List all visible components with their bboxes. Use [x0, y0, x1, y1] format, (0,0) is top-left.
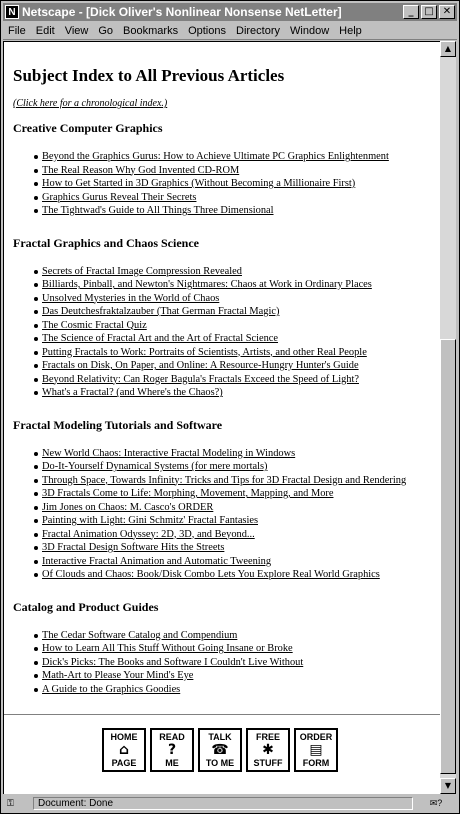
close-button[interactable]: ✕: [439, 5, 455, 19]
stuff-label: STUFF: [253, 758, 283, 768]
phone-icon: ☎: [211, 742, 229, 758]
order-label: ORDER: [299, 732, 333, 742]
question-icon: ?: [167, 742, 177, 758]
section-heading: Fractal Modeling Tutorials and Software: [13, 417, 223, 432]
article-link[interactable]: 3D Fractal Design Software Hits the Streets: [42, 541, 440, 555]
menu-help[interactable]: Help: [339, 24, 362, 37]
nav-button-row: [102, 728, 440, 772]
menu-bookmarks[interactable]: Bookmarks: [123, 24, 179, 37]
menu-bar: [3, 22, 457, 40]
divider: [4, 714, 440, 716]
article-link[interactable]: New World Chaos: Interactive Fractal Modeling in Windows: [42, 447, 440, 461]
article-link[interactable]: Das Deutchesfraktalzauber (That German Fractal Magic): [42, 305, 440, 319]
article-link[interactable]: Billiards, Pinball, and Newton's Nightmares: Chaos at Work in Ordinary Places: [42, 278, 440, 292]
order-form-button[interactable]: [294, 728, 338, 772]
free-label: FREE: [255, 732, 280, 742]
netscape-icon[interactable]: N: [5, 5, 19, 19]
window-title: Netscape - [Dick Oliver's Nonlinear Nonsense NetLetter]: [22, 5, 342, 19]
article-link[interactable]: Through Space, Towards Infinity: Tricks and Tips for 3D Fractal Design and Rendering: [42, 474, 410, 488]
menu-view[interactable]: View: [64, 24, 89, 37]
article-link[interactable]: Do-It-Yourself Dynamical Systems (for mere mortals): [42, 460, 440, 474]
minimize-button[interactable]: _: [403, 5, 419, 19]
status-bar: [3, 796, 457, 812]
read-me-button[interactable]: [150, 728, 194, 772]
gift-icon: ✱: [262, 742, 274, 758]
article-list: [13, 150, 440, 218]
article-link[interactable]: Beyond the Graphics Gurus: How to Achieve Ultimate PC Graphics Enlightenment: [42, 150, 440, 164]
me-label: ME: [165, 758, 179, 768]
form-label: FORM: [302, 758, 330, 768]
menu-file[interactable]: File: [8, 24, 26, 37]
section-heading: Catalog and Product Guides: [13, 599, 159, 614]
vertical-scrollbar[interactable]: [440, 41, 456, 794]
page-label: PAGE: [111, 758, 137, 768]
article-list: [13, 629, 440, 697]
article-link[interactable]: The Real Reason Why God Invented CD-ROM: [42, 164, 440, 178]
scrollbar-thumb[interactable]: [440, 339, 456, 774]
article-link[interactable]: How to Learn All This Stuff Without Going Insane or Broke: [42, 642, 440, 656]
article-link[interactable]: A Guide to the Graphics Goodies: [42, 683, 440, 697]
article-link[interactable]: Fractal Animation Odyssey: 2D, 3D, and Beyond...: [42, 528, 440, 542]
section-heading: Creative Computer Graphics: [13, 121, 163, 135]
article-link[interactable]: Jim Jones on Chaos: M. Casco's ORDER: [42, 501, 440, 515]
section-heading: Fractal Graphics and Chaos Science: [13, 235, 199, 250]
menu-directory[interactable]: Directory: [236, 24, 281, 37]
article-link[interactable]: Putting Fractals to Work: Portraits of Scientists, Artists, and other Real People: [42, 346, 440, 360]
scroll-down-arrow-icon[interactable]: ▼: [440, 778, 456, 794]
article-link[interactable]: How to Get Started in 3D Graphics (Without Becoming a Millionaire First): [42, 177, 440, 191]
article-list: [13, 265, 440, 400]
article-link[interactable]: Interactive Fractal Animation and Automatic Tweening: [42, 555, 440, 569]
mail-icon[interactable]: ✉?: [429, 798, 443, 808]
talk-label: TALK: [208, 732, 232, 742]
status-text: Document: Done: [33, 797, 413, 810]
menu-options[interactable]: Options: [188, 24, 226, 37]
menu-window[interactable]: Window: [290, 24, 330, 37]
scroll-up-arrow-icon[interactable]: ▲: [440, 41, 456, 57]
article-link[interactable]: The Cosmic Fractal Quiz: [42, 319, 440, 333]
home-page-button[interactable]: [102, 728, 146, 772]
article-link[interactable]: Of Clouds and Chaos: Book/Disk Combo Lets You Explore Real World Graphics: [42, 568, 440, 582]
page-content: [3, 41, 440, 794]
article-list: [13, 447, 440, 582]
maximize-button[interactable]: □: [421, 5, 437, 19]
article-link[interactable]: Beyond Relativity: Can Roger Bagula's Fractals Exceed the Speed of Light?: [42, 373, 440, 387]
chronological-index-link[interactable]: (Click here for a chronological index.): [13, 98, 168, 109]
article-link[interactable]: Secrets of Fractal Image Compression Revealed: [42, 265, 440, 279]
article-link[interactable]: 3D Fractals Come to Life: Morphing, Movement, Mapping, and More: [42, 487, 440, 501]
article-link[interactable]: Painting with Light: Gini Schmitz' Fractal Fantasies: [42, 514, 440, 528]
talk-to-me-button[interactable]: [198, 728, 242, 772]
article-link[interactable]: The Tightwad's Guide to All Things Three Dimensional: [42, 204, 440, 218]
article-link[interactable]: What's a Fractal? (and Where's the Chaos?): [42, 386, 440, 400]
article-link[interactable]: Math-Art to Please Your Mind's Eye: [42, 669, 440, 683]
form-icon: ▤: [309, 742, 323, 758]
menu-go[interactable]: Go: [98, 24, 114, 37]
article-link[interactable]: The Cedar Software Catalog and Compendium: [42, 629, 440, 643]
free-stuff-button[interactable]: [246, 728, 290, 772]
article-link[interactable]: The Science of Fractal Art and the Art of Fractal Science: [42, 332, 440, 346]
home-label: HOME: [110, 732, 138, 742]
security-key-icon: ⚿: [7, 798, 14, 808]
to-me-label: TO ME: [205, 758, 235, 768]
read-label: READ: [159, 732, 185, 742]
article-link[interactable]: Fractals on Disk, On Paper, and Online: A Resource-Hungry Hunter's Guide: [42, 359, 440, 373]
house-icon: ⌂: [118, 742, 130, 758]
article-link[interactable]: Dick's Picks: The Books and Software I Couldn't Live Without: [42, 656, 440, 670]
article-link[interactable]: Unsolved Mysteries in the World of Chaos: [42, 292, 440, 306]
page-title: Subject Index to All Previous Articles: [13, 66, 285, 85]
article-link[interactable]: Graphics Gurus Reveal Their Secrets: [42, 191, 440, 205]
title-bar[interactable]: [3, 3, 457, 21]
menu-edit[interactable]: Edit: [35, 24, 55, 37]
